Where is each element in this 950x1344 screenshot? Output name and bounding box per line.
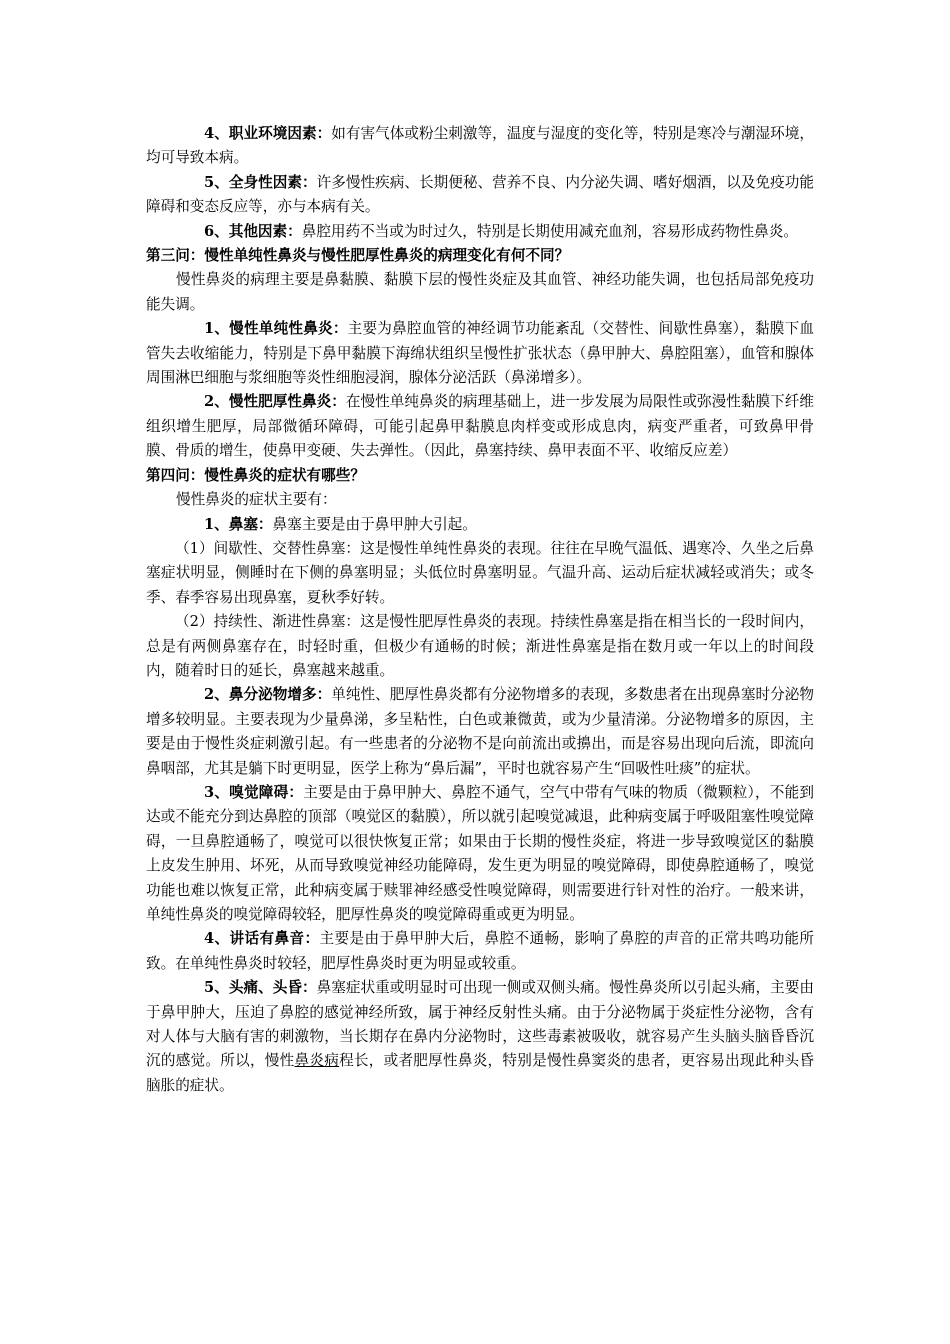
item-text: 单纯性、肥厚性鼻炎都有分泌物增多的表现，多数患者在出现鼻塞时分泌物增多较明显。主要表现为少量鼻涕，多呈粘性，白色或兼微黄，或为少量清涕。分泌物增多的原因，主要是由于慢性炎症刺激引起。有一些患者的分泌物不是向前流出或擤出，而是容易出现向后流，即流向鼻咽部，尤其是躺下时更明显，医学上称为“鼻后漏”，平时也就容易产生“回吸性吐痰”的症状。 [146, 686, 814, 777]
paragraph-nasal-congestion [146, 513, 814, 537]
paragraph-other-factors [146, 220, 814, 244]
paragraph-hypertrophic-rhinitis [146, 390, 814, 463]
paragraph-secretion-increase [146, 683, 814, 781]
item-text: 鼻腔用药不当或为时过久，特别是长期使用减充血剂，容易形成药物性鼻炎。 [301, 222, 798, 240]
item-label: 2、鼻分泌物增多： [204, 686, 332, 704]
item-label: 2、慢性肥厚性鼻炎： [204, 393, 346, 411]
paragraph-occupational-factors [146, 122, 814, 171]
item-text: 在慢性单纯鼻炎的病理基础上，进一步发展为局限性或弥漫性黏膜下纤维组织增生肥厚，局部微循环障碍，可能引起鼻甲黏膜息肉样变或形成息肉，病变严重者，可致鼻甲骨膜、骨质的增生，使鼻甲变硬、失去弹性。（因此，鼻塞持续、鼻甲表面不平、收缩反应差） [146, 393, 815, 460]
paragraph-headache [146, 976, 814, 1098]
item-text: 如有害气体或粉尘刺激等，温度与湿度的变化等，特别是寒冷与潮湿环境，均可导致本病。 [146, 125, 814, 167]
item-text: 主要是由于鼻甲肿大、鼻腔不通气，空气中带有气味的物质（微颗粒），不能到达或不能充分到达鼻腔的顶部（嗅觉区的黏膜），所以就引起嗅觉减退，此种病变属于呼吸阻塞性嗅觉障碍，一旦鼻腔通畅了，嗅觉可以很快恢复正常；如果由于长期的慢性炎症，将进一步导致嗅觉区的黏膜上皮发生肿用、坏死，从而导致嗅觉神经功能障碍，发生更为明显的嗅觉障碍，即使鼻腔通畅了，嗅觉功能也难以恢复正常，此种病变属于赎罪神经感受性嗅觉障碍，则需要进行针对性的治疗。一般来讲，单纯性鼻炎的嗅觉障碍较轻，肥厚性鼻炎的嗅觉障碍重或更为明显。 [146, 783, 814, 923]
paragraph-intermittent-congestion: （1）间歇性、交替性鼻塞：这是慢性单纯性鼻炎的表现。往往在早晚气温低、遇寒冷、久坐之后鼻塞症状明显，侧睡时在下侧的鼻塞明显；头低位时鼻塞明显。气温升高、运动后症状减轻或消失；或冬季、春季容易出现鼻塞，夏秋季好转。 [146, 539, 814, 606]
rhinitis-link[interactable]: 鼻炎病 [294, 1052, 340, 1070]
item-text: 主要为鼻腔血管的神经调节功能紊乱（交替性、间歇性鼻塞），黏膜下血管失去收缩能力，特别是下鼻甲黏膜下海绵状组织呈慢性扩张状态（鼻甲肿大、鼻腔阻塞），血管和腺体周围淋巴细胞与浆细胞等炎性细胞浸润，腺体分泌活跃（鼻涕增多）。 [146, 320, 815, 387]
item-label: 1、鼻塞： [204, 515, 273, 533]
question-heading-4: 第四问：慢性鼻炎的症状有哪些？ [146, 466, 365, 484]
paragraph-nasal-voice [146, 927, 814, 976]
item-label: 5、头痛、头昏： [204, 979, 317, 997]
paragraph-simple-rhinitis [146, 317, 814, 390]
item-label: 5、全身性因素： [204, 173, 317, 191]
document-page [146, 122, 814, 1098]
paragraph-pathology-intro: 慢性鼻炎的病理主要是鼻黏膜、黏膜下层的慢性炎症及其血管、神经功能失调，也包括局部免疫功能失调。 [146, 271, 814, 313]
paragraph-symptoms-intro: 慢性鼻炎的症状主要有： [176, 491, 337, 509]
item-label: 6、其他因素： [204, 222, 302, 240]
item-label: 4、职业环境因素： [204, 125, 332, 142]
question-heading-3: 第三问：慢性单纯性鼻炎与慢性肥厚性鼻炎的病理变化有何不同？ [146, 247, 570, 265]
item-label: 4、讲话有鼻音： [204, 930, 320, 948]
paragraph-systemic-factors [146, 171, 814, 220]
item-text: 鼻塞症状重或明显时可出现一侧或双侧头痛。慢性鼻炎所以引起头痛，主要由于鼻甲肿大，压迫了鼻腔的感觉神经所致，属于神经反射性头痛。由于分泌物属于炎症性分泌物，含有对人体与大脑有害的刺激物，当长期存在鼻内分泌物时，这些毒素被吸收，就容易产生头脑头脑昏昏沉沉的感觉。所以，慢性 [146, 979, 814, 1070]
item-text: 鼻塞主要是由于鼻甲肿大引起。 [272, 515, 477, 533]
item-text: 主要是由于鼻甲肿大后，鼻腔不通畅，影响了鼻腔的声音的正常共鸣功能所致。在单纯性鼻炎时较轻，肥厚性鼻炎时更为明显或较重。 [146, 930, 814, 972]
item-text: 程长，或者肥厚性鼻炎，特别是慢性鼻窦炎的患者，更容易出现此种头昏脑胀的症状。 [146, 1052, 814, 1094]
item-label: 1、慢性单纯性鼻炎： [204, 320, 348, 338]
paragraph-persistent-congestion: （2）持续性、渐进性鼻塞：这是慢性肥厚性鼻炎的表现。持续性鼻塞是指在相当长的一段时间内，总是有两侧鼻塞存在，时轻时重，但极少有通畅的时候；渐进性鼻塞是指在数月或一年以上的时间段内，随着时日的延长，鼻塞越来越重。 [146, 613, 814, 679]
paragraph-olfactory-disorder [146, 781, 814, 927]
item-text: 许多慢性疾病、长期便秘、营养不良、内分泌失调、嗜好烟酒，以及免疫功能障碍和变态反应等，亦与本病有关。 [146, 173, 814, 216]
item-label: 3、嗅觉障碍： [204, 783, 304, 801]
